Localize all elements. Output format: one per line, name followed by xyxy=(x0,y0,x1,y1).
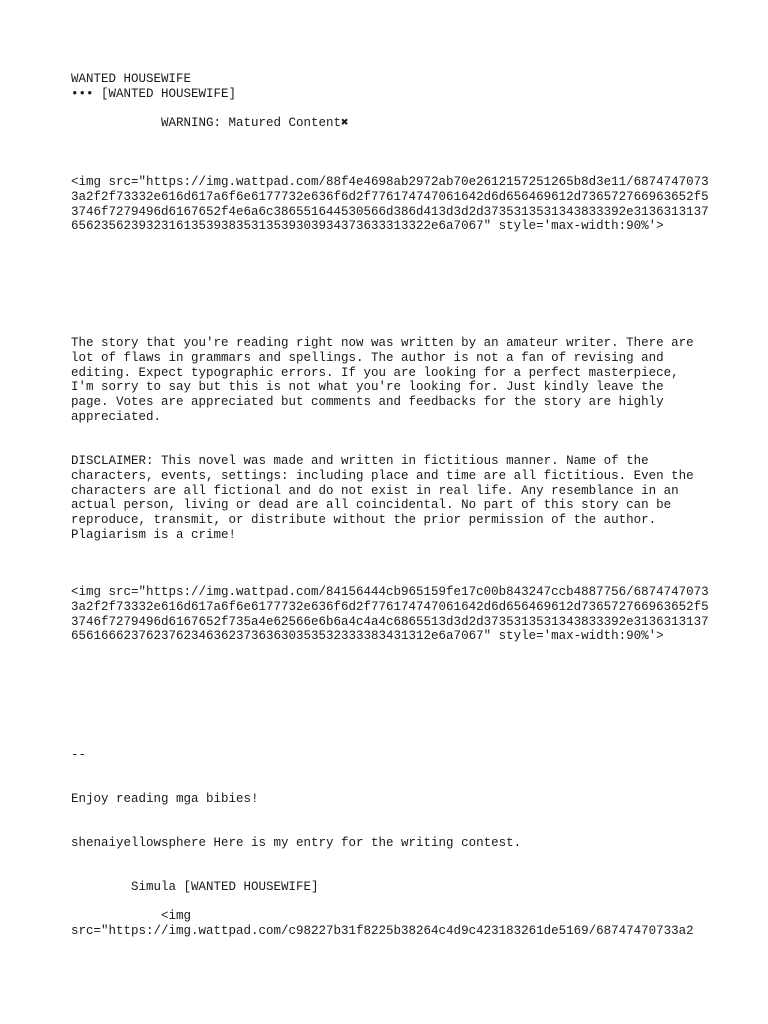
chapter-heading: Simula [WANTED HOUSEWIFE] xyxy=(131,880,319,894)
warning-line xyxy=(161,116,461,131)
story-subtitle: ••• [WANTED HOUSEWIFE] xyxy=(71,87,237,101)
image-tag-2: <img src="https://img.wattpad.com/84156444cb965159fe17c00b843247ccb4887756/68747470733a2f2f73332e616d617a6f6e6177732e636f6d2f776174747061642d6d656469612d736572766963652f53746f7279496d6167652f735a4e62566e6b6a4c4a4c6865513d3d2d3735313531343833392e3136313137656166623762376234636237363630353532333383431312e6a7067" style='max-width:90%'> xyxy=(71,585,709,644)
story-title: WANTED HOUSEWIFE xyxy=(71,72,192,86)
disclaimer-paragraph: DISCLAIMER: This novel was made and written in fictitious manner. Name of the characters, events, settings: including place and time are all fictitious. Even the characters are all fictional and do not exist in real life. Any resemblance in an actual person, living or dead are all coincidental. No part of this story can be reproduce, transmit, or distribute without the prior permission of the author. Plagiarism is a crime! xyxy=(71,454,694,542)
image-tag-3-open: <img xyxy=(161,909,192,923)
enjoy-line: Enjoy reading mga bibies! xyxy=(71,792,259,806)
close-icon: ✖ xyxy=(341,116,349,130)
image-tag-1: <img src="https://img.wattpad.com/88f4e4698ab2972ab70e2612157251265b8d3e11/68747470733a2f2f73332e616d617a6f6e6177732e636f6d2f776174747061642d6d656469612d736572766963652f53746f7279496d6167652f4e6a6c386551644530566d386d413d3d2d3735313531343833392e3136313137656235623932316135393835313539303934373633313322e6a7067" style='max-width:90%'> xyxy=(71,175,709,234)
warning-text: WARNING: Matured Content xyxy=(161,116,342,130)
author-note-paragraph: The story that you're reading right now was written by an amateur writer. There are lot of flaws in grammars and spellings. The author is not a fan of revising and editing. Expect typographic errors. If you are looking for a perfect masterpiece, I'm sorry to say but this is not what you're looking for. Just kindly leave the page. Votes are appreciated but comments and feedbacks for the story are highly appreciated. xyxy=(71,336,694,424)
image-tag-3-src: src="https://img.wattpad.com/c98227b31f8225b38264c4d9c423183261de5169/68747470733a2 xyxy=(71,924,694,938)
separator: -- xyxy=(71,748,87,762)
contest-entry-line: shenaiyellowsphere Here is my entry for the writing contest. xyxy=(71,836,522,850)
